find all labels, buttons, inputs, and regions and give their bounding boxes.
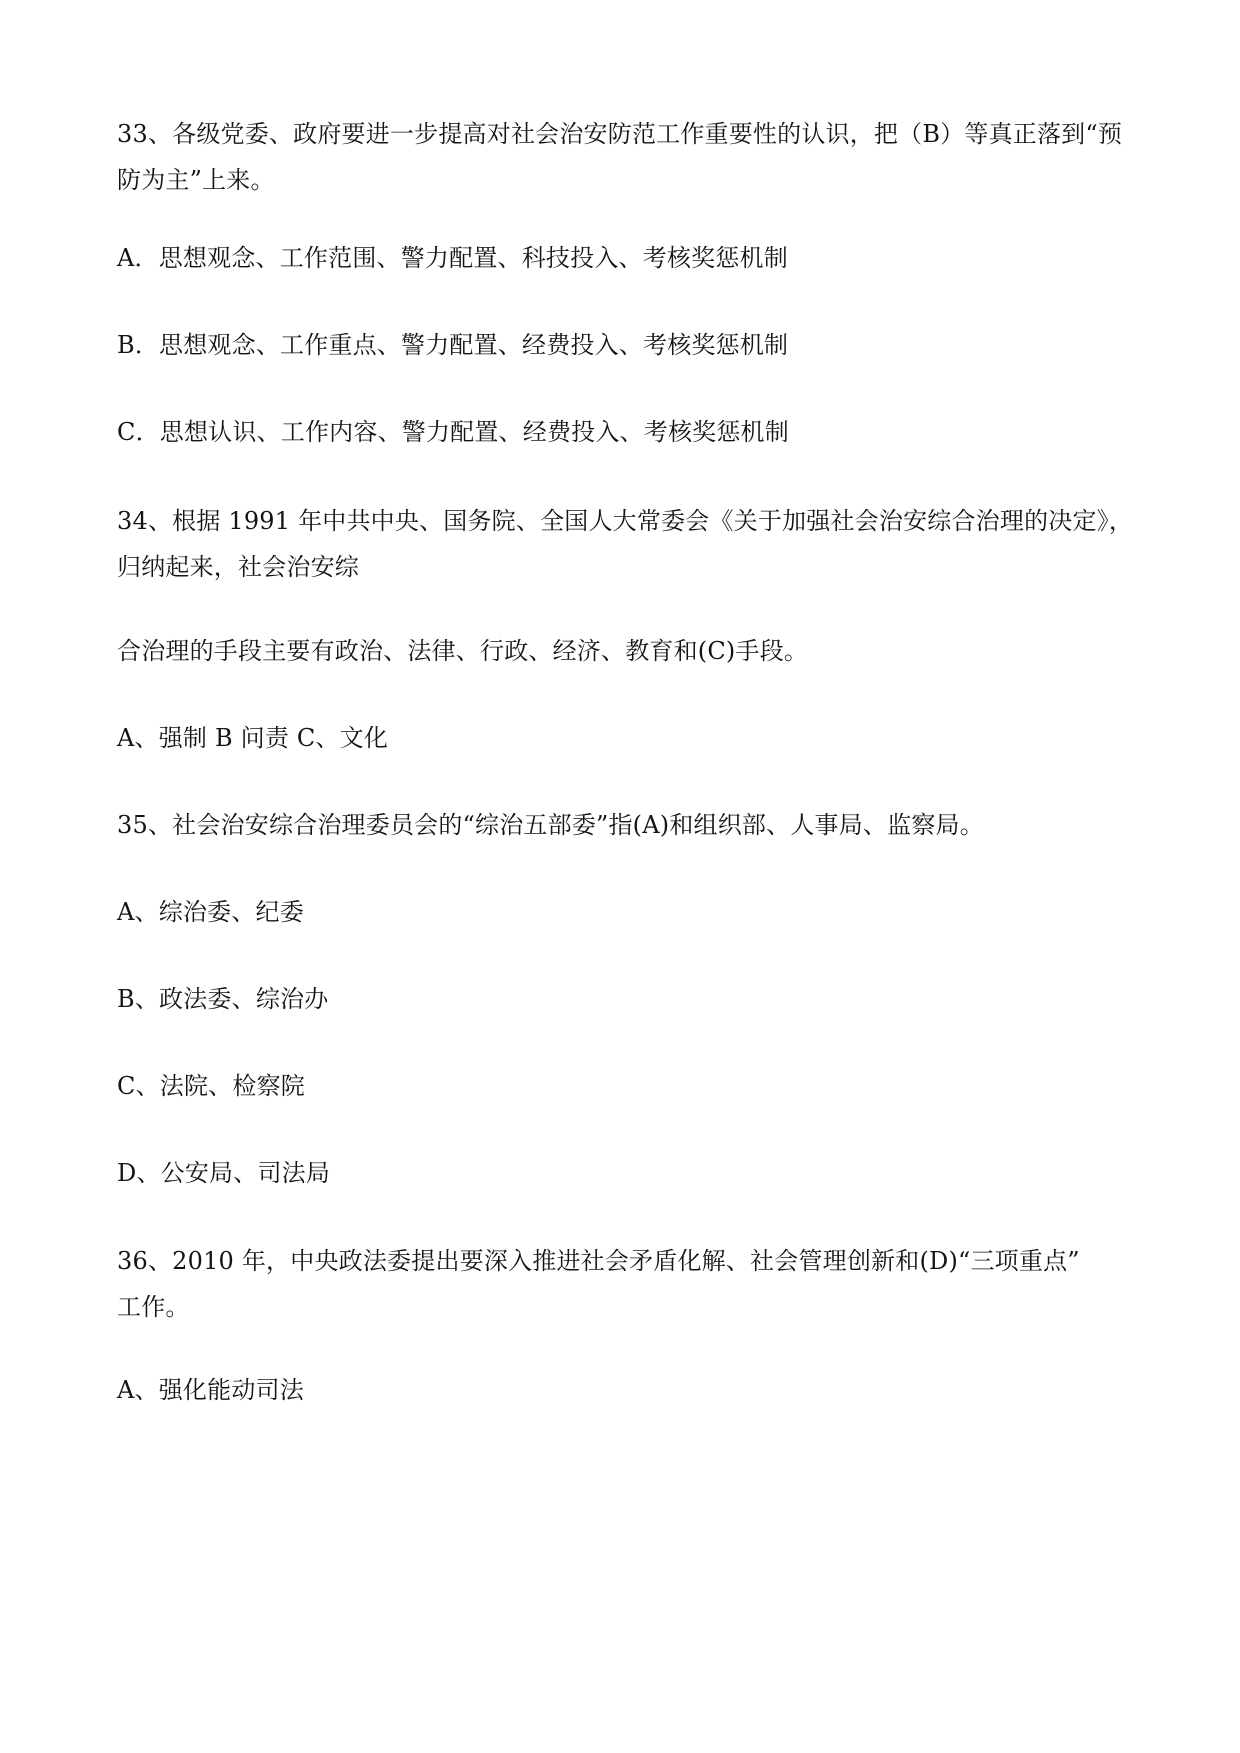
q36-stem-line1: 36、2010 年，中央政法委提出要深入推进社会矛盾化解、社会管理创新和(D)“三项重点” [117,1247,1080,1275]
q33-option-c: C．思想认识、工作内容、警力配置、经费投入、考核奖惩机制 [117,418,789,446]
q35-option-d: D、公安局、司法局 [117,1159,331,1187]
q34-stem-line1: 34、根据 1991 年中共中央、国务院、全国人大常委会《关于加强社会治安综合治理的决定》， [117,507,1134,535]
q35-option-a: A、综治委、纪委 [117,898,304,926]
q33-stem-line1: 33、各级党委、政府要进一步提高对社会治安防范工作重要性的认识，把（B）等真正落到“预 [117,120,1123,148]
q34-stem-line3: 合治理的手段主要有政治、法律、行政、经济、教育和(C)手段。 [117,637,809,665]
q33-stem-line2: 防为主”上来。 [117,166,275,194]
q36-stem-line2: 工作。 [117,1293,190,1321]
q34-options: A、强制 B 问责 C、文化 [117,724,389,752]
q35-option-b: B、政法委、综治办 [117,985,329,1013]
q35-stem: 35、社会治安综合治理委员会的“综治五部委”指(A)和组织部、人事局、监察局。 [117,811,984,839]
q34-stem-line2: 归纳起来，社会治安综 [117,553,359,581]
q33-option-a: A．思想观念、工作范围、警力配置、科技投入、考核奖惩机制 [117,244,788,272]
q35-option-c: C、法院、检察院 [117,1072,305,1100]
q36-option-a: A、强化能动司法 [117,1376,304,1404]
q33-option-b: B．思想观念、工作重点、警力配置、经费投入、考核奖惩机制 [117,331,789,359]
